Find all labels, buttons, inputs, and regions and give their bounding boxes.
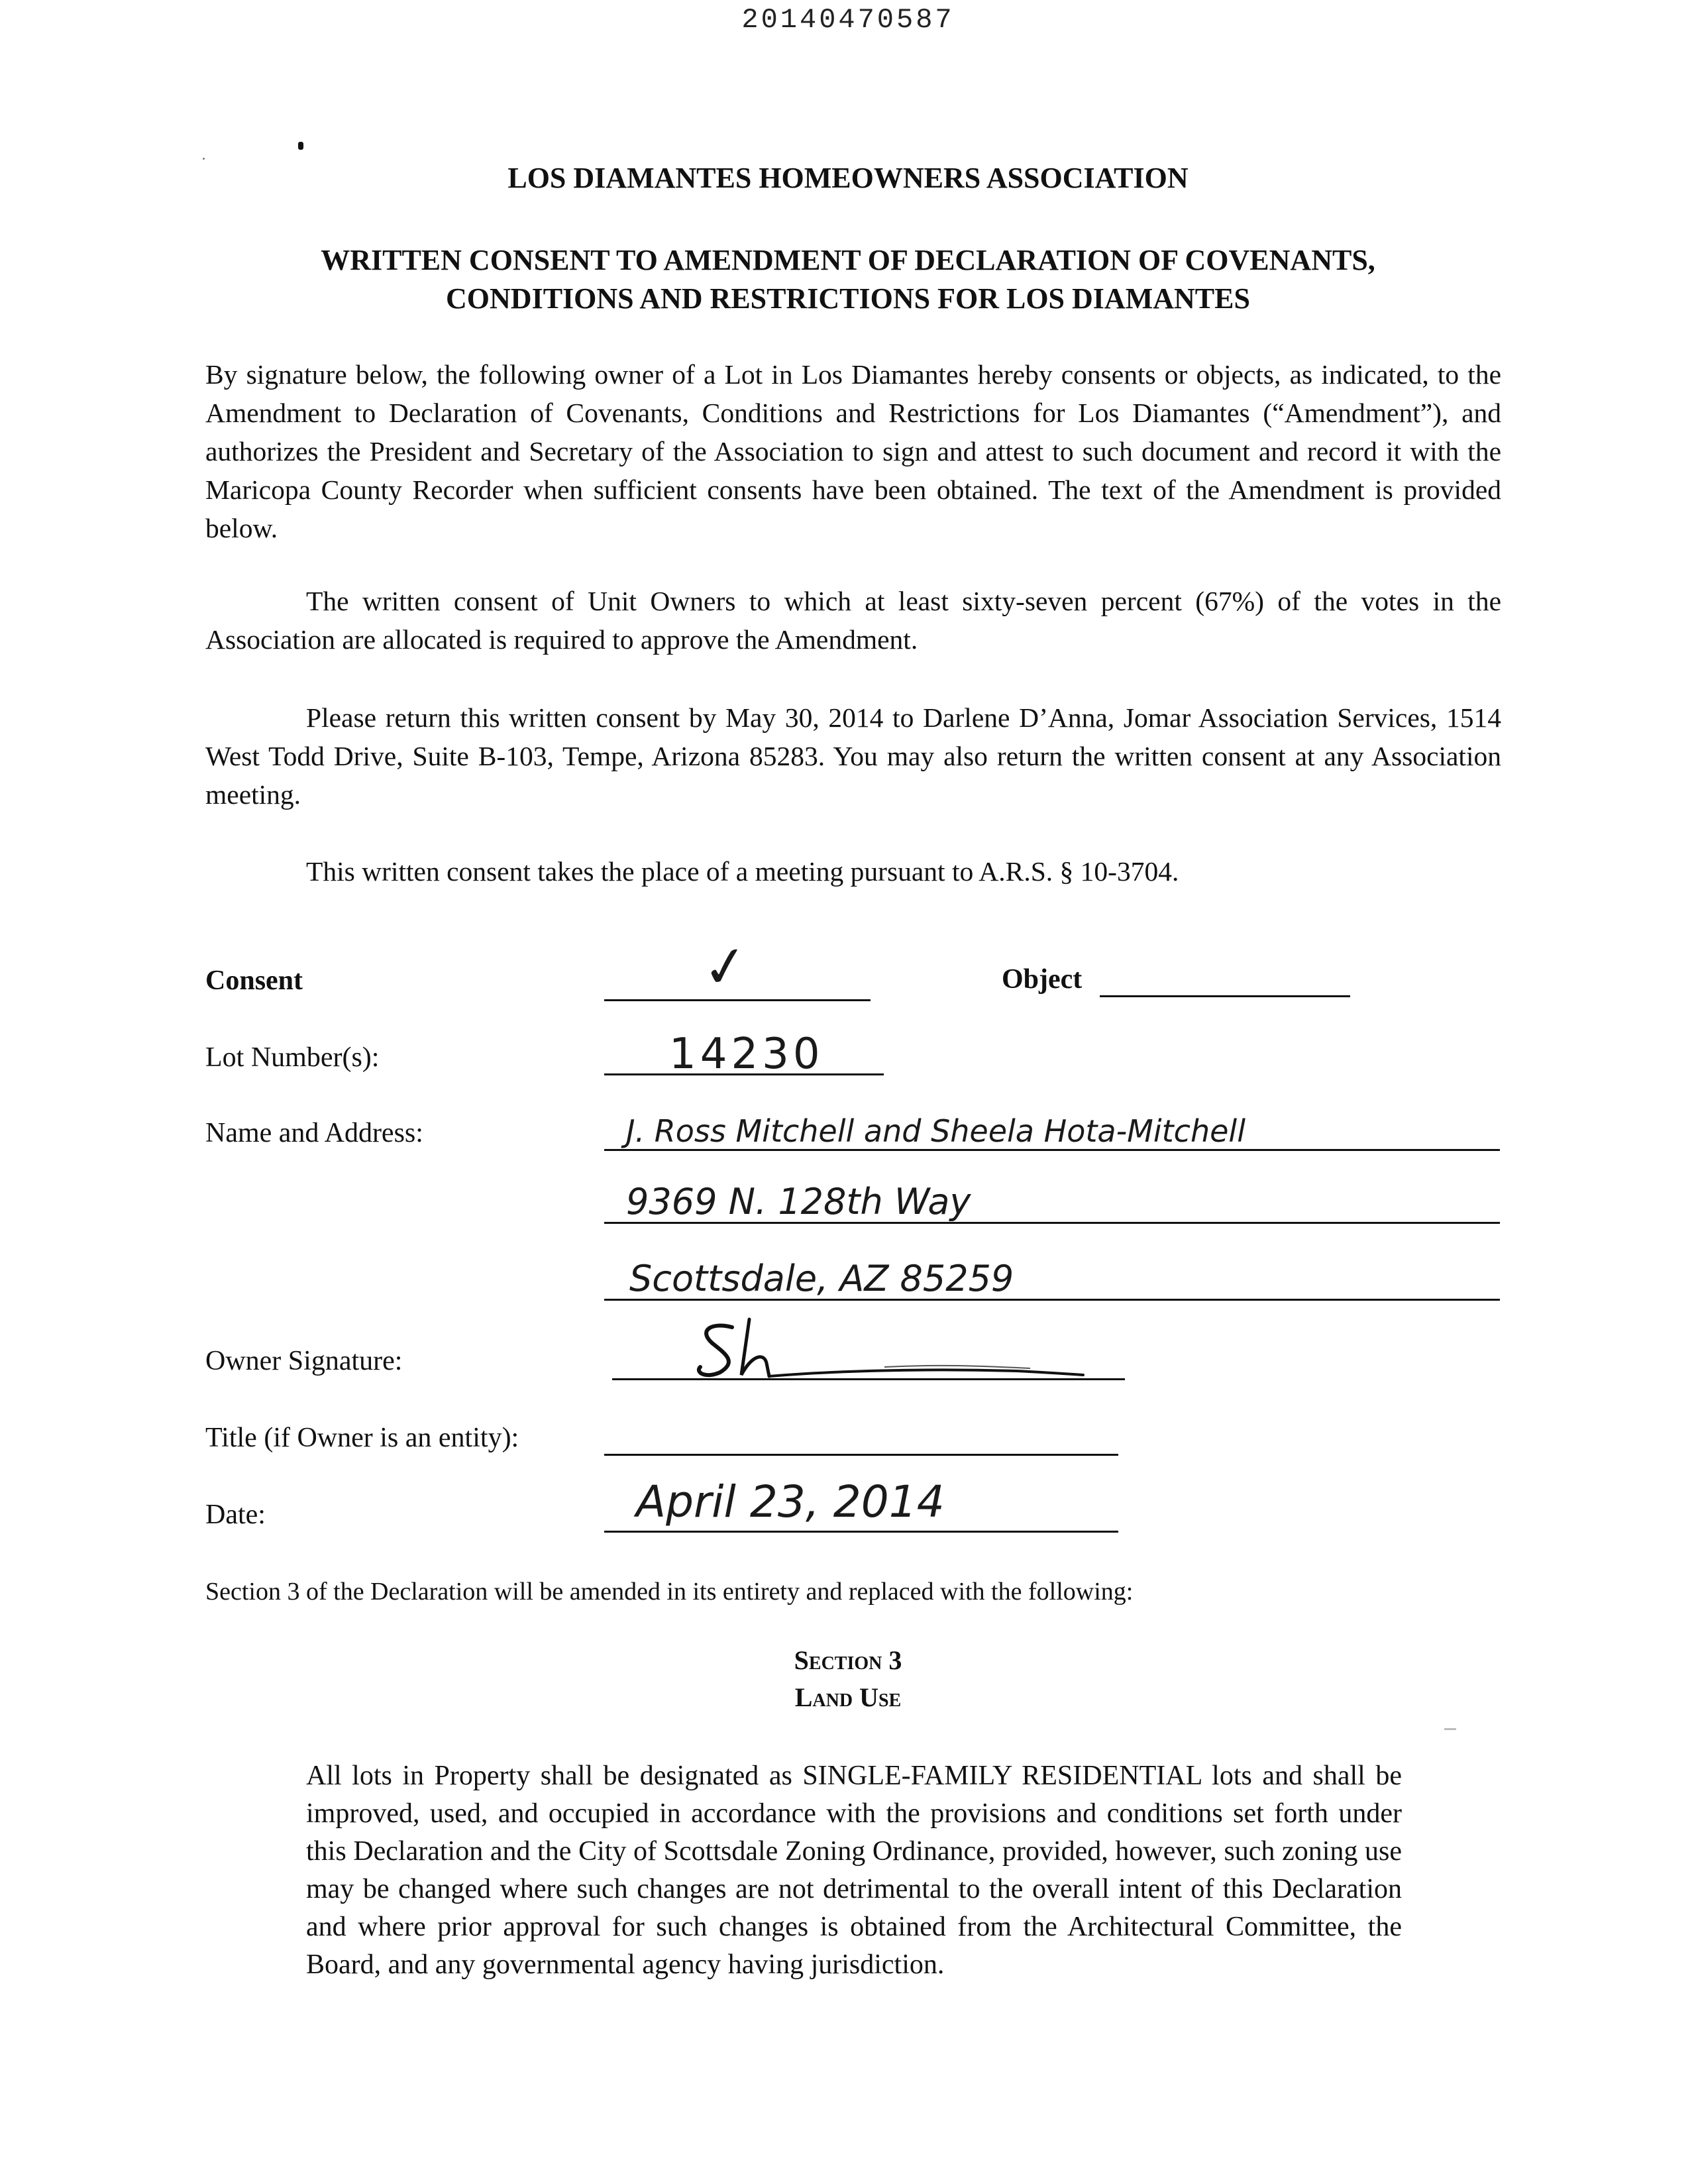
consent-label: Consent xyxy=(205,965,303,996)
document-title xyxy=(0,241,1696,318)
name-address-label: Name and Address: xyxy=(205,1118,423,1148)
scan-speck xyxy=(1444,1728,1456,1730)
approval-paragraph: The written consent of Unit Owners to which at least sixty-seven percent (67%) of the votes in the Association are allocated is required to approve the Amendment. xyxy=(205,586,1501,655)
lot-number-value: 14230 xyxy=(669,1030,824,1079)
intro-paragraph: By signature below, the following owner of a Lot in Los Diamantes hereby consents or objects, as indicated, to the Amendment to Declaration of Covenants, Conditions and Restrictions for Los Diamantes (“Amendment”), and authorizes the President and Secretary of the Association to sign and attest to such document and record it with the Maricopa County Recorder when sufficient consents have been obtained. The text of the Amendment is provided below. xyxy=(205,359,1501,543)
owner-signature-scribble xyxy=(686,1315,1096,1385)
lot-number-label: Lot Number(s): xyxy=(205,1042,380,1073)
scan-speck xyxy=(298,142,303,150)
object-label: Object xyxy=(1002,964,1083,995)
section-number: Section 3 xyxy=(794,1645,902,1675)
name-line[interactable] xyxy=(604,1149,1500,1151)
date-line[interactable] xyxy=(604,1531,1118,1533)
date-value: April 23, 2014 xyxy=(636,1476,945,1527)
consent-checkmark: ✓ xyxy=(698,931,753,1003)
section-note: Section 3 of the Declaration will be amended in its entirety and replaced with the following: xyxy=(205,1578,1134,1606)
record-number: 20140470587 xyxy=(741,4,955,36)
section-text: All lots in Property shall be designated as SINGLE-FAMILY RESIDENTIAL lots and shall be improved, used, and occupied in accordance with the provisions and conditions set forth under this Declaration and the City of Scottsdale Zoning Ordinance, provided, however, such zoning use may be changed where such changes are not detrimental to the overall intent of this Declaration and where prior approval for such changes is obtained from the Architectural Committee, the Board, and any governmental agency having jurisdiction. xyxy=(306,1761,1402,1980)
date-label: Date: xyxy=(205,1500,266,1530)
return-paragraph: Please return this written consent by May 30, 2014 to Darlene D’Anna, Jomar Association Services, 1514 West Todd Drive, Suite B-103, Tempe, Arizona 85283. You may also return the written consent at any Association meeting. xyxy=(205,702,1501,810)
scan-speck xyxy=(203,158,205,160)
document-title-line2: CONDITIONS AND RESTRICTIONS FOR LOS DIAMANTES xyxy=(446,282,1250,315)
consent-line[interactable] xyxy=(604,999,871,1001)
meeting-paragraph: This written consent takes the place of a meeting pursuant to A.R.S. § 10-3704. xyxy=(306,856,1179,887)
title-line[interactable] xyxy=(604,1454,1118,1456)
address-value-2: Scottsdale, AZ 85259 xyxy=(629,1258,1014,1299)
object-line[interactable] xyxy=(1100,995,1350,997)
section-name: Land Use xyxy=(794,1682,902,1712)
address-value-1: 9369 N. 128th Way xyxy=(626,1181,971,1223)
association-title: LOS DIAMANTES HOMEOWNERS ASSOCIATION xyxy=(507,162,1189,194)
title-label: Title (if Owner is an entity): xyxy=(205,1423,519,1453)
name-value: J. Ross Mitchell and Sheela Hota-Mitchell xyxy=(626,1113,1246,1149)
owner-signature-label: Owner Signature: xyxy=(205,1346,403,1376)
document-title-line1: WRITTEN CONSENT TO AMENDMENT OF DECLARATION OF COVENANTS, xyxy=(321,244,1375,276)
